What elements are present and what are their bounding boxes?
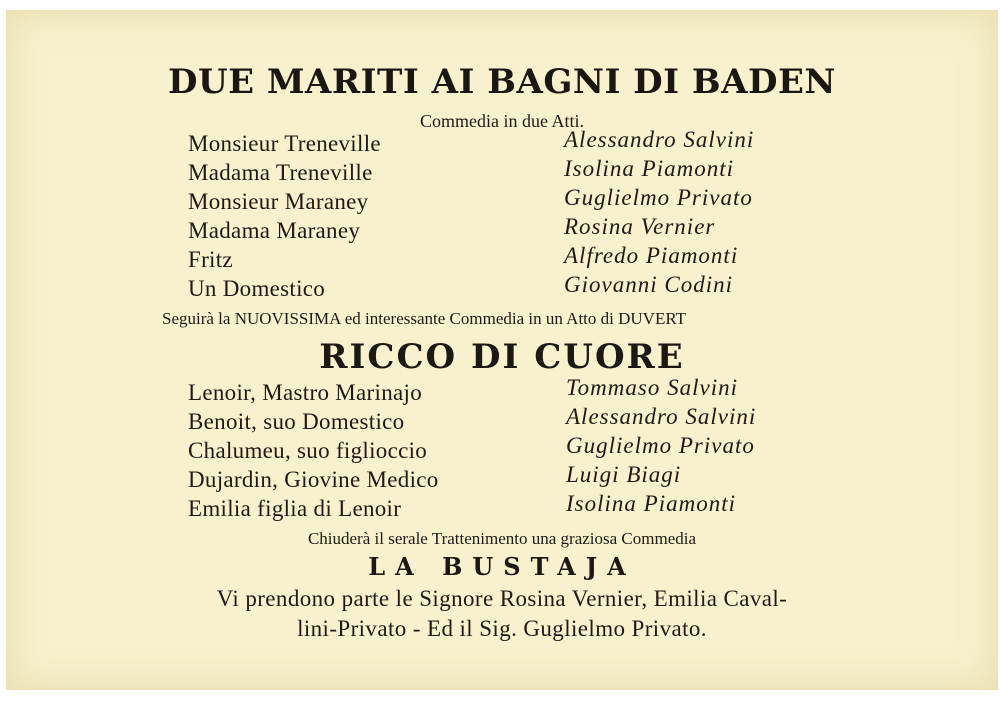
cast1-role: Madama Treneville bbox=[188, 160, 373, 185]
playbill-sheet bbox=[6, 10, 998, 690]
closing-line-1: Vi prendono parte le Signore Rosina Vernier, Emilia Caval- bbox=[216, 586, 788, 611]
cast1-role: Fritz bbox=[188, 247, 233, 272]
third-title: LA BUSTAJA bbox=[368, 552, 636, 581]
cast1-role: Un Domestico bbox=[188, 276, 326, 301]
subtitle: Commedia in due Atti. bbox=[420, 111, 584, 131]
cast1-actor: Isolina Piamonti bbox=[564, 156, 734, 181]
cast1-actor: Alessandro Salvini bbox=[564, 127, 755, 152]
announcement-note: Seguirà la NUOVISSIMA ed interessante Commedia in un Atto di DUVERT bbox=[162, 309, 687, 328]
cast2-role: Chalumeu, suo figlioccio bbox=[188, 438, 428, 463]
cast1-role: Monsieur Treneville bbox=[188, 131, 381, 156]
cast2-actor: Alessandro Salvini bbox=[566, 404, 757, 429]
cast1-actor: Rosina Vernier bbox=[564, 214, 716, 239]
cast2-actor: Tommaso Salvini bbox=[566, 375, 738, 400]
cast1-actor: Alfredo Piamonti bbox=[564, 243, 739, 268]
page-margin bbox=[0, 690, 1000, 707]
main-title: DUE MARITI AI BAGNI DI BADEN bbox=[167, 62, 837, 102]
cast2-role: Dujardin, Giovine Medico bbox=[188, 467, 439, 492]
cast1-role: Monsieur Maraney bbox=[188, 189, 369, 214]
cast2-role: Lenoir, Mastro Marinajo bbox=[188, 380, 423, 405]
second-title: RICCO DI CUORE bbox=[319, 337, 685, 377]
cast2-role: Emilia figlia di Lenoir bbox=[188, 496, 402, 521]
cast1-actor: Giovanni Codini bbox=[564, 272, 733, 297]
cast2-actor: Isolina Piamonti bbox=[566, 491, 736, 516]
cast2-role: Benoit, suo Domestico bbox=[188, 409, 405, 434]
cast1-actor: Guglielmo Privato bbox=[564, 185, 753, 210]
closing-line-2: lini-Privato - Ed il Sig. Guglielmo Privato. bbox=[297, 616, 707, 641]
closing-note: Chiuderà il serale Trattenimento una graziosa Commedia bbox=[307, 529, 697, 548]
cast2-actor: Luigi Biagi bbox=[566, 462, 682, 487]
cast2-actor: Guglielmo Privato bbox=[566, 433, 755, 458]
cast1-role: Madama Maraney bbox=[188, 218, 361, 243]
